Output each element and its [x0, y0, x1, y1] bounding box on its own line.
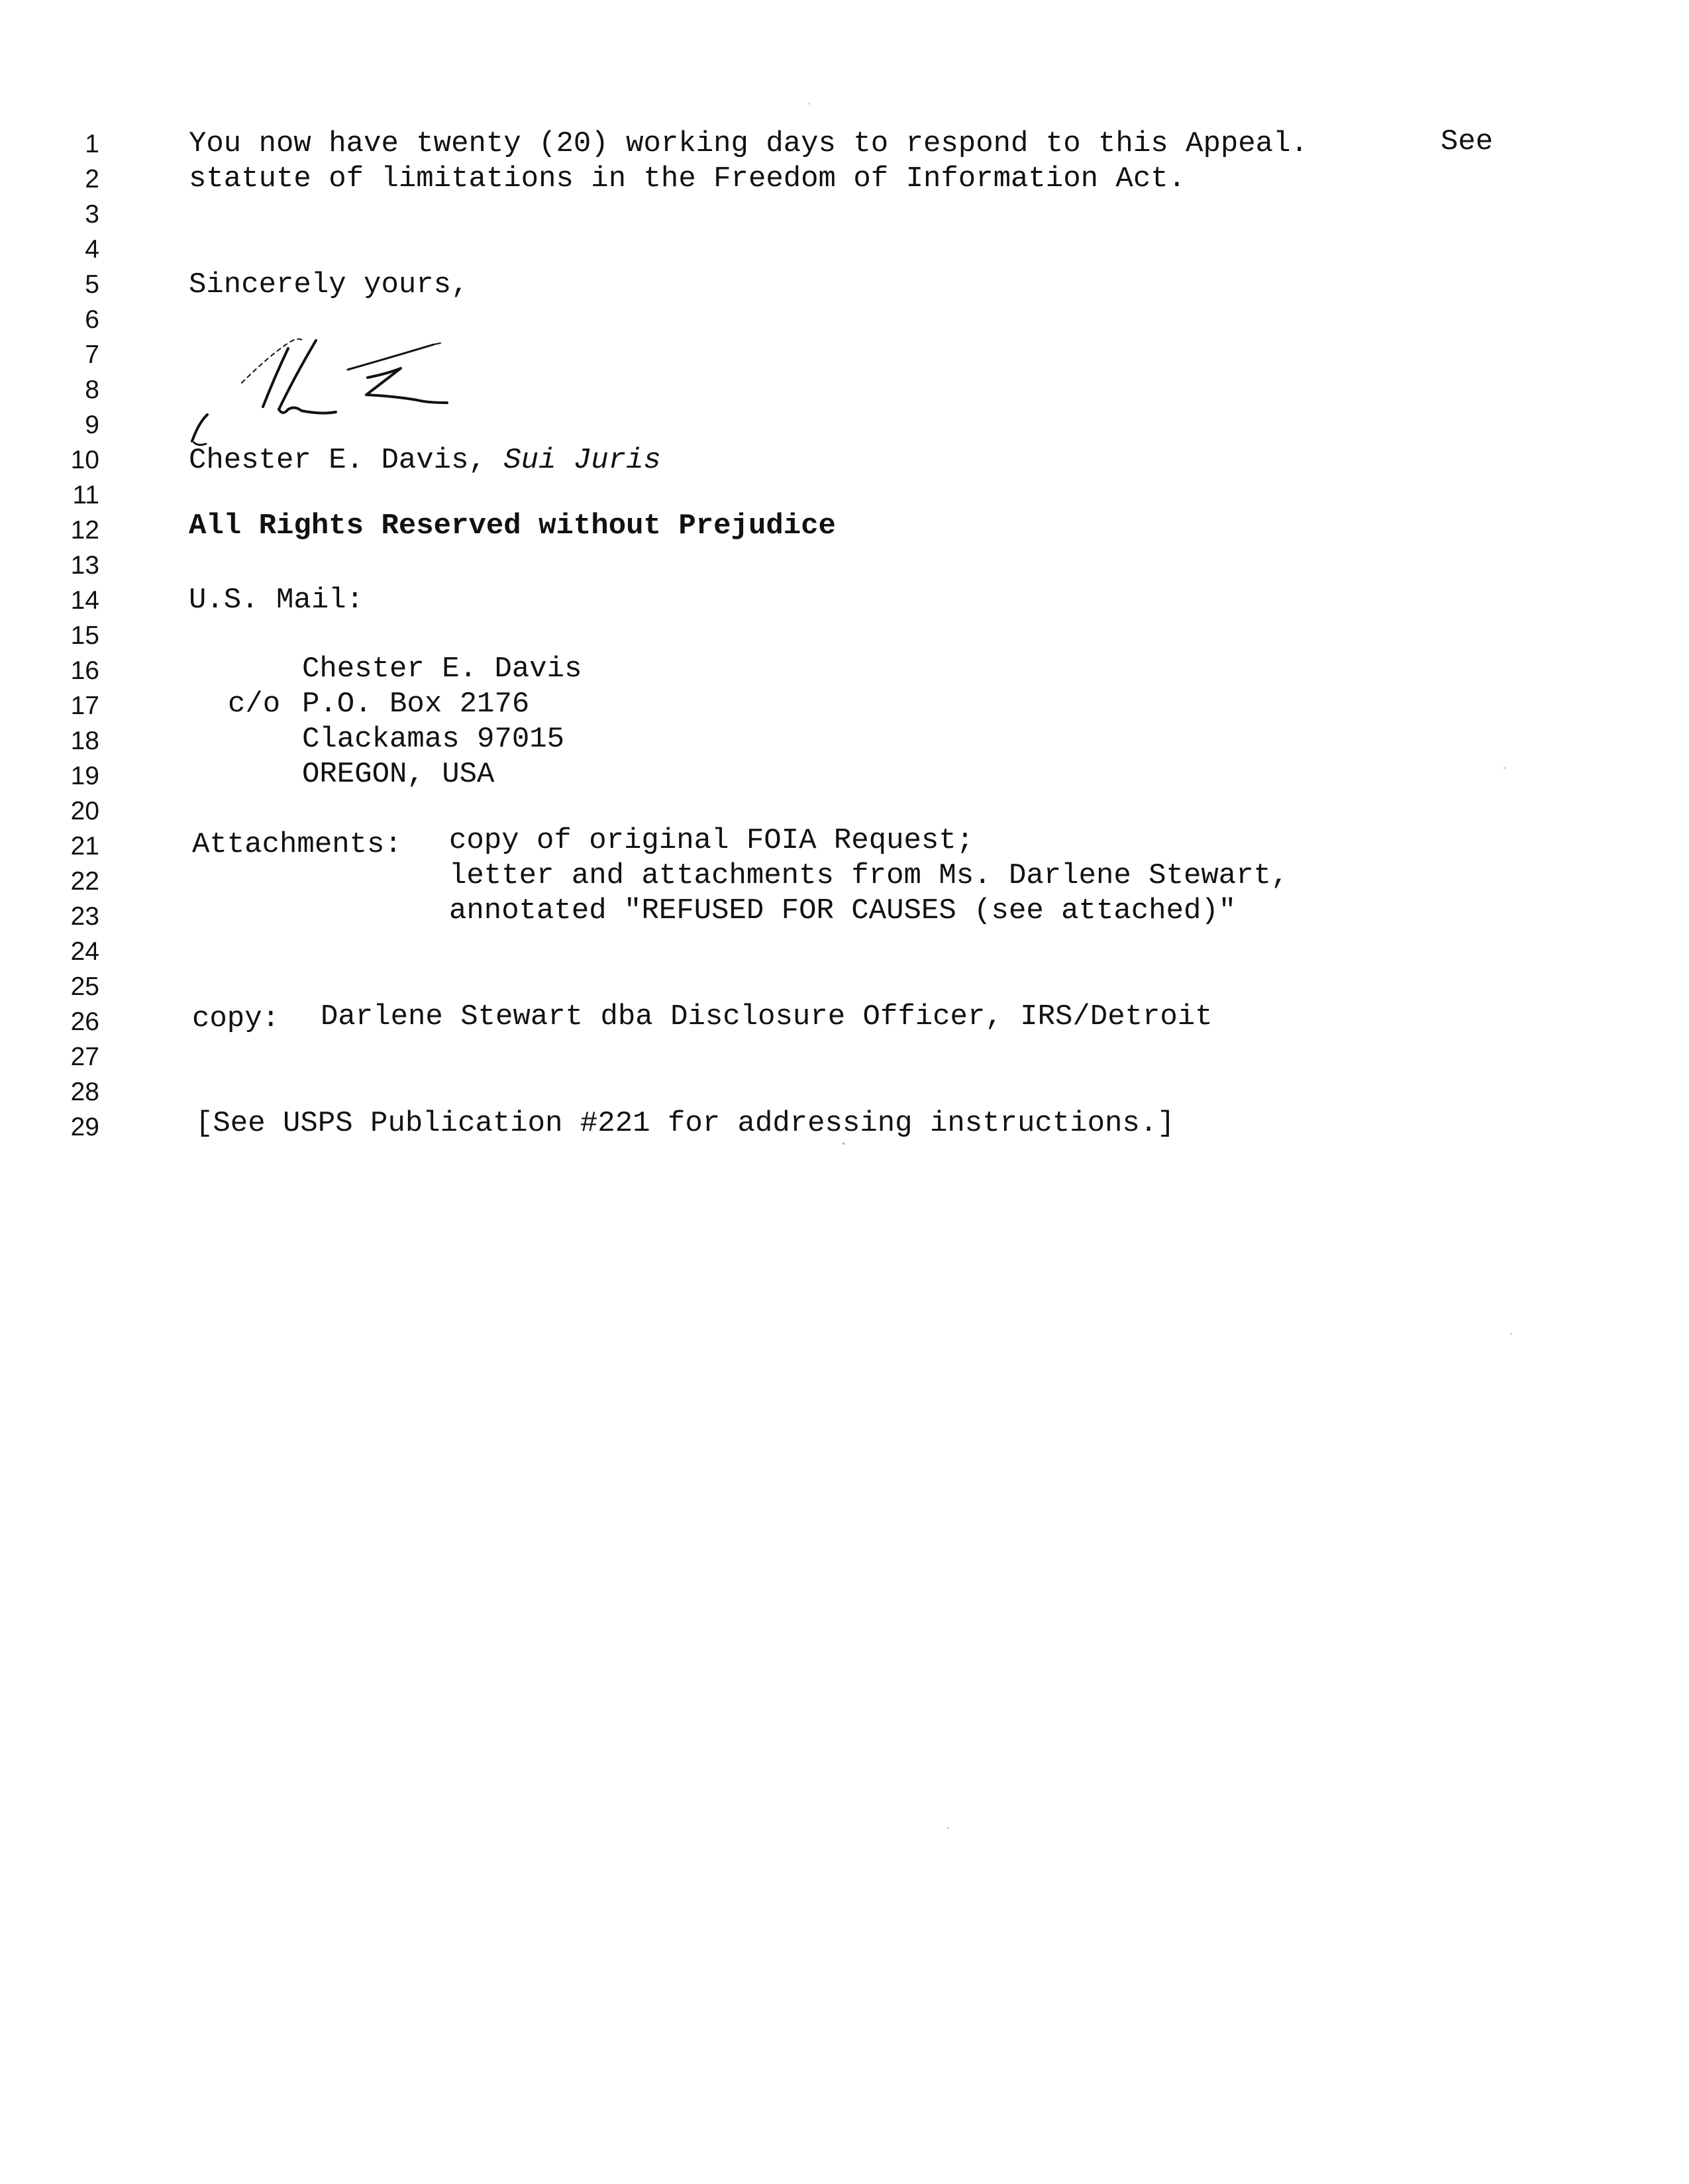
line-number: 9 — [85, 411, 99, 439]
line-number: 13 — [70, 551, 99, 580]
signer-name-text: Chester E. Davis, — [189, 444, 486, 477]
line-number: 17 — [70, 692, 99, 720]
line-number: 8 — [85, 376, 99, 404]
line-number: 16 — [70, 656, 99, 685]
line-number: 7 — [85, 340, 99, 369]
line-number: 22 — [70, 867, 99, 896]
sui-juris: Sui Juris — [503, 444, 661, 477]
scan-speck — [1504, 767, 1506, 769]
attachment-item: letter and attachments from Ms. Darlene Stewart, — [449, 859, 1289, 892]
body-line-2: statute of limitations in the Freedom of Information Act. — [189, 162, 1186, 195]
line-number: 21 — [70, 832, 99, 860]
line-number: 28 — [70, 1078, 99, 1106]
line-number: 25 — [70, 972, 99, 1001]
attachments-label: Attachments: — [192, 828, 402, 861]
copy-label: copy: — [192, 1002, 280, 1035]
attachment-item: annotated "REFUSED FOR CAUSES (see attached)" — [449, 894, 1237, 927]
line-number: 3 — [85, 200, 99, 229]
line-number: 19 — [70, 762, 99, 790]
line-number: 4 — [85, 235, 99, 264]
line-number: 29 — [70, 1113, 99, 1141]
line-number: 26 — [70, 1008, 99, 1036]
scan-speck — [808, 103, 810, 105]
line-number: 15 — [70, 621, 99, 650]
line-number: 27 — [70, 1043, 99, 1071]
mail-co: c/o — [228, 688, 281, 721]
mail-box: P.O. Box 2176 — [302, 688, 530, 721]
scan-speck — [947, 1827, 949, 1829]
attachment-item: copy of original FOIA Request; — [449, 824, 974, 857]
line-number: 11 — [72, 481, 99, 509]
line-number: 5 — [85, 270, 99, 299]
mail-state: OREGON, USA — [302, 758, 495, 791]
line-number: 20 — [70, 797, 99, 825]
scan-speck — [1510, 1333, 1512, 1335]
line-number: 24 — [70, 937, 99, 966]
line-number: 10 — [70, 446, 99, 474]
mail-name: Chester E. Davis — [302, 652, 582, 686]
line-number: 23 — [70, 902, 99, 931]
footnote: [See USPS Publication #221 for addressing instructions.] — [195, 1107, 1175, 1140]
line-number: 18 — [70, 727, 99, 755]
body-line-1-see: See — [1441, 125, 1494, 158]
mail-city: Clackamas 97015 — [302, 723, 565, 756]
body-line-1: You now have twenty (20) working days to respond to this Appeal. — [189, 127, 1308, 160]
closing: Sincerely yours, — [189, 268, 469, 301]
us-mail-label: U.S. Mail: — [189, 584, 364, 617]
signer-name — [189, 446, 661, 475]
line-number: 2 — [85, 165, 99, 193]
line-number: 14 — [70, 586, 99, 615]
copy-recipient: Darlene Stewart dba Disclosure Officer, IRS/Detroit — [321, 1000, 1213, 1033]
reservation-notice: All Rights Reserved without Prejudice — [189, 509, 836, 543]
line-number: 1 — [85, 130, 99, 158]
line-number: 6 — [85, 305, 99, 334]
scan-speck — [843, 1143, 844, 1145]
line-number: 12 — [70, 516, 99, 545]
handwritten-signature — [189, 317, 546, 449]
